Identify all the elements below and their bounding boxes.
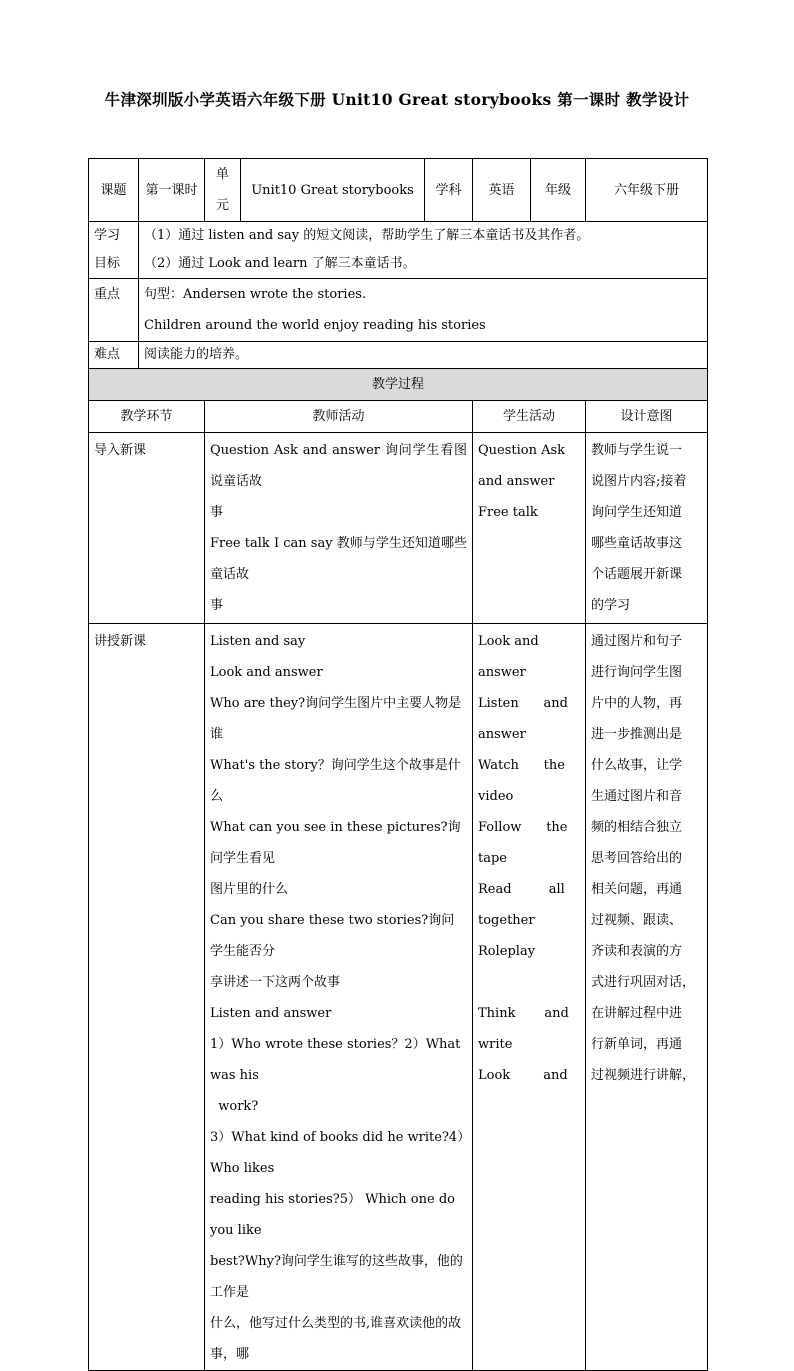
new-lesson-intent: [586, 624, 708, 1371]
new-lesson-student-line: Follow the: [478, 820, 568, 835]
new-lesson-teacher-line: What can you see in these pictures?询问学生看见: [210, 820, 461, 866]
col-teacher: 教师活动: [205, 401, 473, 433]
intro-intent-line: 教师与学生说一: [591, 443, 683, 458]
column-header-row: [89, 401, 708, 433]
new-lesson-teacher: [205, 624, 473, 1371]
new-lesson-intent-line: 齐读和表演的方: [591, 944, 683, 959]
new-lesson-teacher-line: Look and answer: [210, 665, 323, 680]
new-lesson-student-line: Look and: [478, 634, 539, 649]
new-lesson-intent-line: 过视频进行讲解，: [591, 1068, 696, 1083]
new-lesson-teacher-line: Listen and answer: [210, 1006, 332, 1021]
lesson-plan-table: [88, 158, 708, 1371]
col-stage: 教学环节: [89, 401, 205, 433]
goals-content: [139, 222, 708, 279]
new-lesson-teacher-line: What's the story？询问学生这个故事是什么: [210, 758, 461, 804]
goals-row: [89, 222, 708, 279]
new-lesson-teacher-line: 什么，他写过什么类型的书,谁喜欢读他的故事，哪: [210, 1316, 462, 1362]
key-point-line-1: 句型：Andersen wrote the stories.: [144, 287, 367, 302]
new-lesson-row: [89, 624, 708, 1371]
new-lesson-intent-line: 频的相结合独立: [591, 820, 683, 835]
new-lesson-student-line: Read all: [478, 882, 565, 897]
intro-intent: [586, 433, 708, 624]
goal-line-1: （1）通过 listen and say 的短文阅读，帮助学生了解三本童话书及其作者。: [144, 228, 590, 243]
new-lesson-teacher-line: 1）Who wrote these stories？2）What was his: [210, 1037, 461, 1083]
new-lesson-intent-line: 进一步推测出是: [591, 727, 683, 742]
new-lesson-teacher-line: 图片里的什么: [210, 882, 289, 897]
intro-teacher-line: Question Ask and answer 询问学生看图说童话故: [210, 443, 467, 489]
new-lesson-student-line: Look and: [478, 1068, 568, 1083]
new-lesson-student-line: answer: [478, 727, 526, 742]
new-lesson-intent-line: 生通过图片和音: [591, 789, 683, 804]
new-lesson-intent-line: 在讲解过程中进: [591, 1006, 683, 1021]
new-lesson-teacher-line: work?: [210, 1099, 259, 1114]
intro-student: [473, 433, 586, 624]
unit-label: 单元: [205, 159, 241, 222]
new-lesson-intent-line: 什么故事，让学: [591, 758, 683, 773]
new-lesson-student-line: Roleplay: [478, 944, 536, 959]
key-point-line-2: Children around the world enjoy reading his stories: [144, 318, 486, 333]
key-points-label: 重点: [89, 279, 139, 342]
new-lesson-teacher-line: 享讲述一下这两个故事: [210, 975, 341, 990]
new-lesson-intent-line: 式进行巩固对话，: [591, 975, 696, 990]
intro-student-line: Free talk: [478, 505, 538, 520]
new-lesson-stage: 讲授新课: [89, 624, 205, 1371]
new-lesson-student: [473, 624, 586, 1371]
new-lesson-teacher-line: best?Why?询问学生谁写的这些故事，他的工作是: [210, 1254, 463, 1300]
intro-intent-line: 询问学生还知道: [591, 505, 683, 520]
new-lesson-student-line: write: [478, 1037, 513, 1052]
new-lesson-student-line: [478, 967, 580, 998]
new-lesson-teacher-line: Who are they?询问学生图片中主要人物是谁: [210, 696, 462, 742]
difficulty-label: 难点: [89, 342, 139, 369]
grade-value: 六年级下册: [586, 159, 708, 222]
intro-intent-line: 说图片内容;接着: [591, 474, 687, 489]
new-lesson-student-line: answer: [478, 665, 526, 680]
info-row: [89, 159, 708, 222]
key-points-row: [89, 279, 708, 342]
process-header-row: [89, 369, 708, 401]
intro-row: [89, 433, 708, 624]
col-student: 学生活动: [473, 401, 586, 433]
new-lesson-student-line: tape: [478, 851, 507, 866]
subject-value: 英语: [473, 159, 531, 222]
intro-stage: 导入新课: [89, 433, 205, 624]
intro-teacher-line: 事: [210, 598, 224, 613]
new-lesson-intent-line: 通过图片和句子: [591, 634, 683, 649]
new-lesson-intent-line: 片中的人物，再: [591, 696, 683, 711]
new-lesson-student-line: video: [478, 789, 514, 804]
goals-label-line2: 目标: [94, 256, 121, 271]
new-lesson-teacher-line: reading his stories?5） Which one do you like: [210, 1192, 455, 1238]
new-lesson-intent-line: 进行询问学生图: [591, 665, 683, 680]
document-title: 牛津深圳版小学英语六年级下册 Unit10 Great storybooks 第一课时 教学设计: [104, 90, 690, 109]
intro-teacher-line: 事: [210, 505, 224, 520]
intro-intent-line: 个话题展开新课: [591, 567, 683, 582]
new-lesson-intent-line: 过视频、跟读、: [591, 913, 683, 928]
intro-intent-line: 的学习: [591, 598, 631, 613]
intro-intent-line: 哪些童话故事这: [591, 536, 683, 551]
unit-value: Unit10 Great storybooks: [241, 159, 425, 222]
lesson-label: 课题: [89, 159, 139, 222]
new-lesson-teacher-line: Can you share these two stories?询问学生能否分: [210, 913, 455, 959]
key-points-content: [139, 279, 708, 342]
goal-line-2: （2）通过 Look and learn 了解三本童话书。: [144, 256, 416, 271]
goals-label-line1: 学习: [94, 228, 121, 243]
intro-teacher: [205, 433, 473, 624]
intro-student-line: and answer: [478, 474, 555, 489]
new-lesson-student-line: Think and: [478, 1006, 569, 1021]
new-lesson-intent-line: 相关问题，再通: [591, 882, 683, 897]
new-lesson-student-line: together: [478, 913, 535, 928]
intro-student-line: Question Ask: [478, 443, 566, 458]
difficulty-text: 阅读能力的培养。: [139, 342, 708, 369]
new-lesson-teacher-line: Listen and say: [210, 634, 306, 649]
intro-teacher-line: Free talk I can say 教师与学生还知道哪些童话故: [210, 536, 467, 582]
new-lesson-student-line: Watch the: [478, 758, 565, 773]
new-lesson-student-line: Listen and: [478, 696, 568, 711]
new-lesson-intent-line: 行新单词，再通: [591, 1037, 683, 1052]
lesson-value: 第一课时: [139, 159, 205, 222]
col-intent: 设计意图: [586, 401, 708, 433]
process-header: 教学过程: [89, 369, 708, 401]
difficulty-row: [89, 342, 708, 369]
new-lesson-teacher-line: 3）What kind of books did he write?4）Who likes: [210, 1130, 464, 1176]
subject-label: 学科: [425, 159, 473, 222]
new-lesson-intent-line: 思考回答给出的: [591, 851, 683, 866]
grade-label: 年级: [531, 159, 586, 222]
goals-label: [89, 222, 139, 279]
